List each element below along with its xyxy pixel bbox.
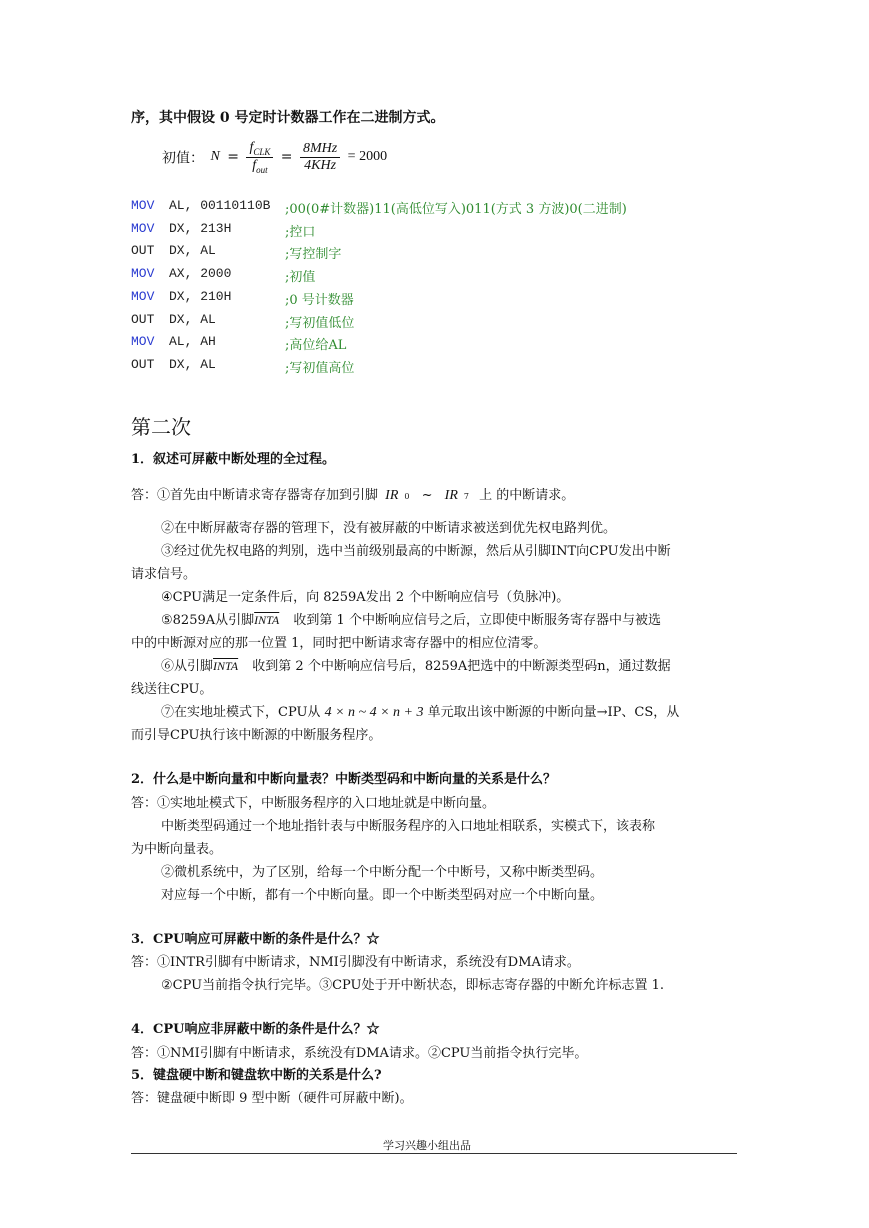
- code-comment: ;高位给AL: [285, 338, 347, 353]
- q1-a6-pre: ⑥从引脚: [161, 659, 214, 674]
- f-out-sub: out: [256, 164, 268, 175]
- fraction-values: [300, 141, 340, 174]
- tilde: ~: [421, 488, 433, 503]
- q2-line5: 对应每一个中断，都有一个中断向量。即一个中断类型码对应一个中断向量。: [161, 888, 604, 903]
- code-op: MOV: [131, 334, 155, 349]
- code-comment: ;写初值低位: [285, 316, 355, 331]
- formula: [162, 140, 387, 175]
- den-4khz: 4KHz: [304, 157, 337, 173]
- code-args: AX, 2000: [169, 266, 232, 281]
- q1-a1: [131, 484, 574, 504]
- q1-a1-suffix: 上 的中断请求。: [479, 488, 575, 503]
- q2-line3: 为中断向量表。: [131, 842, 223, 857]
- code-comment: ;写控制字: [285, 247, 342, 262]
- num-8mhz: 8MHz: [300, 141, 340, 158]
- q1-a7-post: 单元取出该中断源的中断向量→IP、CS，从: [427, 705, 680, 720]
- fraction-freq: [246, 140, 273, 175]
- code-comment: ;00(0#计数器)11(高低位写入)011(方式 3 方波)0(二进制): [285, 202, 627, 217]
- code-op: MOV: [131, 221, 155, 236]
- code-args: DX, 210H: [169, 289, 232, 304]
- q2-line4: ②微机系统中，为了区别，给每一个中断分配一个中断号，又称中断类型码。: [161, 865, 604, 880]
- footer-divider: [131, 1153, 737, 1154]
- code-op: OUT: [131, 243, 155, 258]
- formula-label: 初值：: [162, 150, 204, 167]
- code-comment: ;写初值高位: [285, 361, 355, 376]
- intro-line: 序，其中假设 0 号定时计数器工作在二进制方式。: [131, 110, 445, 126]
- formula-n: N: [210, 149, 220, 165]
- code-comment: ;0 号计数器: [285, 293, 354, 308]
- q1-a5-line2: 中的中断源对应的那一位置 1，同时把中断请求寄存器中的相应位清零。: [131, 636, 547, 651]
- code-args: DX, 213H: [169, 221, 232, 236]
- q1-a6-post: 收到第 2 个中断响应信号后，8259A把选中的中断源类型码n，通过数据: [252, 659, 671, 674]
- q1-a7-line2: 而引导CPU执行该中断源的中断服务程序。: [131, 728, 382, 743]
- code-comment: ;初值: [285, 270, 316, 285]
- f-clk-sub: CLK: [253, 146, 271, 157]
- code-op: MOV: [131, 289, 155, 304]
- code-args: AL, AH: [169, 334, 216, 349]
- code-comment: ;控口: [285, 225, 316, 240]
- q1-title: 1．叙述可屏蔽中断处理的全过程。: [131, 452, 336, 467]
- ir-symbol: IR: [385, 488, 399, 503]
- formula-result: = 2000: [347, 149, 388, 165]
- f-out: f: [252, 157, 257, 173]
- code-args: AL, 00110110B: [169, 198, 271, 213]
- q1-a3-line1: ③经过优先权电路的判别，选中当前级别最高的中断源，然后从引脚INT向CPU发出中断: [161, 544, 671, 559]
- code-args: DX, AL: [169, 243, 216, 258]
- code-op: OUT: [131, 357, 155, 372]
- q1-a7: [161, 701, 679, 721]
- q3-title: 3．CPU响应可屏蔽中断的条件是什么？☆: [131, 932, 380, 947]
- formula-eq2: =: [280, 149, 293, 166]
- q1-a4: ④CPU满足一定条件后，向 8259A发出 2 个中断响应信号（负脉冲)。: [161, 590, 570, 605]
- q1-a2: ②在中断屏蔽寄存器的管理下，没有被屏蔽的中断请求被送到优先权电路判优。: [161, 521, 617, 536]
- address-range-math: 4 × n ~ 4 × n + 3: [324, 705, 424, 720]
- q4-title: 4．CPU响应非屏蔽中断的条件是什么？☆: [131, 1022, 380, 1037]
- code-args: DX, AL: [169, 312, 216, 327]
- code-args: DX, AL: [169, 357, 216, 372]
- f-clk: f: [249, 140, 254, 155]
- ir0-sub: 0: [404, 492, 410, 501]
- q1-a6-line2: 线送往CPU。: [131, 682, 213, 697]
- q1-a5: [161, 609, 661, 628]
- code-op: OUT: [131, 312, 155, 327]
- page-footer: 学习兴趣小组出品: [383, 1139, 471, 1152]
- q2-line1: 答：①实地址模式下，中断服务程序的入口地址就是中断向量。: [131, 796, 496, 811]
- q2-title: 2．什么是中断向量和中断向量表？中断类型码和中断向量的关系是什么？: [131, 772, 557, 787]
- formula-eq: =: [227, 149, 239, 166]
- code-op: MOV: [131, 266, 155, 281]
- q5-title: 5．键盘硬中断和键盘软中断的关系是什么?: [131, 1068, 382, 1083]
- ir-symbol-2: IR: [444, 488, 458, 503]
- q3-line1: 答：①INTR引脚有中断请求，NMI引脚没有中断请求，系统没有DMA请求。: [131, 955, 580, 970]
- q3-line2: ②CPU当前指令执行完毕。③CPU处于开中断状态，即标志寄存器的中断允许标志置 1.: [161, 978, 665, 993]
- q1-a5-pre: ⑤8259A从引脚: [161, 613, 255, 628]
- section-title: 第二次: [131, 415, 191, 439]
- q5-line1: 答：键盘硬中断即 9 型中断（硬件可屏蔽中断)。: [131, 1091, 413, 1106]
- q4-line1: 答：①NMI引脚有中断请求，系统没有DMA请求。②CPU当前指令执行完毕。: [131, 1046, 588, 1061]
- q1-a6: [161, 655, 671, 674]
- q1-a3-line2: 请求信号。: [131, 567, 197, 582]
- q2-line2: 中断类型码通过一个地址指针表与中断服务程序的入口地址相联系，实模式下，该表称: [161, 819, 656, 834]
- code-op: MOV: [131, 198, 155, 213]
- inta-signal: INTA: [254, 613, 280, 627]
- q1-a1-prefix: 答：①首先由中断请求寄存器寄存加到引脚: [131, 488, 379, 503]
- ir7-sub: 7: [463, 492, 469, 501]
- inta-signal-2: INTA: [213, 659, 239, 673]
- q1-a5-post: 收到第 1 个中断响应信号之后，立即使中断服务寄存器中与被选: [293, 613, 661, 628]
- q1-a7-pre: ⑦在实地址模式下，CPU从: [161, 705, 321, 720]
